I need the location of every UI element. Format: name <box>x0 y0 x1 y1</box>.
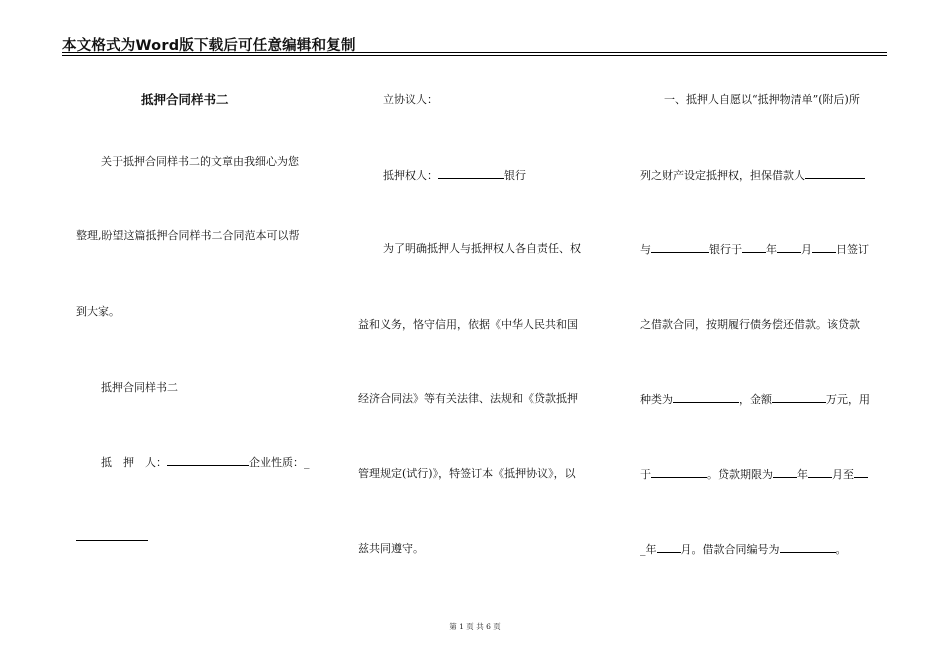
document-title: 抵押合同样书二 <box>141 92 229 107</box>
clause1-text-3e: 日签订 <box>836 243 869 256</box>
clause1-text-5c: 万元，用 <box>826 393 870 406</box>
clause1-text-6a: 于 <box>640 468 651 481</box>
preamble-line-1: 为了明确抵押人与抵押权人各自责任、权 <box>383 242 581 255</box>
clause1-text-2a: 列之财产设定抵押权，担保借款人 <box>640 169 805 182</box>
clause1-line-7 <box>640 542 847 557</box>
clause1-text-7a: _年 <box>640 543 657 556</box>
amount-blank <box>772 392 826 403</box>
header-rule-thin <box>62 55 887 56</box>
clause1-text-6d: 月至 <box>832 468 854 481</box>
intro-line-1: 关于抵押合同样书二的文章由我细心为您 <box>101 155 299 168</box>
clause1-text-7c: 。 <box>835 543 847 556</box>
clause1-text-6b: 。贷款期限为 <box>707 468 773 481</box>
loan-type-blank <box>673 392 739 403</box>
bank-blank <box>651 242 709 253</box>
parties-label: 立协议人： <box>383 93 438 106</box>
term-end-year-blank <box>854 467 868 478</box>
term-year-blank <box>773 467 797 478</box>
preamble-line-2: 益和义务，恪守信用，依据《中华人民共和国 <box>358 318 578 331</box>
clause1-text-3b: 银行于 <box>709 243 742 256</box>
clause1-text-6c: 年 <box>797 468 808 481</box>
intro-line-2: 整理,盼望这篇抵押合同样书二合同范本可以帮 <box>76 229 300 242</box>
day-blank <box>812 242 836 253</box>
clause1-line-5 <box>640 392 870 407</box>
year-blank <box>742 242 766 253</box>
clause1-text-5b: ，金额 <box>739 393 772 406</box>
clause1-text-3d: 月 <box>801 243 812 256</box>
contract-number-blank <box>780 542 836 553</box>
clause1-text-5a: 种类为 <box>640 393 673 406</box>
mortgagor-blank <box>167 455 249 466</box>
clause1-text-3c: 年 <box>766 243 777 256</box>
clause1-line-4: 之借款合同，按期履行债务偿还借款。该贷款 <box>640 318 860 331</box>
document-header: 本文格式为Word版下载后可任意编辑和复制 <box>62 38 356 54</box>
mortgagee-blank <box>438 168 504 179</box>
borrower-blank <box>805 168 865 179</box>
intro-line-3: 到大家。 <box>76 305 120 318</box>
clause1-text-3a: 与 <box>640 243 651 256</box>
term-month-blank <box>808 467 832 478</box>
month-blank <box>777 242 801 253</box>
section-subtitle: 抵押合同样书二 <box>101 381 178 394</box>
clause1-line-2 <box>640 168 865 183</box>
mortgagee-line <box>383 168 526 183</box>
preamble-line-4: 管理规定(试行)》，特签订本《抵押协议》，以 <box>358 467 576 480</box>
clause1-line-3 <box>640 242 869 257</box>
enterprise-nature-label: 企业性质：_ <box>249 456 310 469</box>
purpose-blank <box>651 467 707 478</box>
mortgagee-suffix: 银行 <box>504 169 526 182</box>
preamble-line-5: 兹共同遵守。 <box>358 542 424 555</box>
nature-continuation <box>76 530 148 545</box>
mortgagor-line <box>101 455 310 470</box>
clause1-line-1: 一、抵押人自愿以“抵押物清单”(附后)所 <box>664 93 860 106</box>
mortgagor-label: 抵 押 人： <box>101 456 167 469</box>
mortgagee-label: 抵押权人： <box>383 169 438 182</box>
nature-blank <box>76 530 148 541</box>
term-end-month-blank <box>657 542 681 553</box>
clause1-text-7b: 月。借款合同编号为 <box>680 543 780 556</box>
page-number: 第 1 页 共 6 页 <box>449 622 501 631</box>
clause1-line-6 <box>640 467 868 482</box>
header-rule-thick <box>62 52 887 53</box>
preamble-line-3: 经济合同法》等有关法律、法规和《贷款抵押 <box>358 392 578 405</box>
